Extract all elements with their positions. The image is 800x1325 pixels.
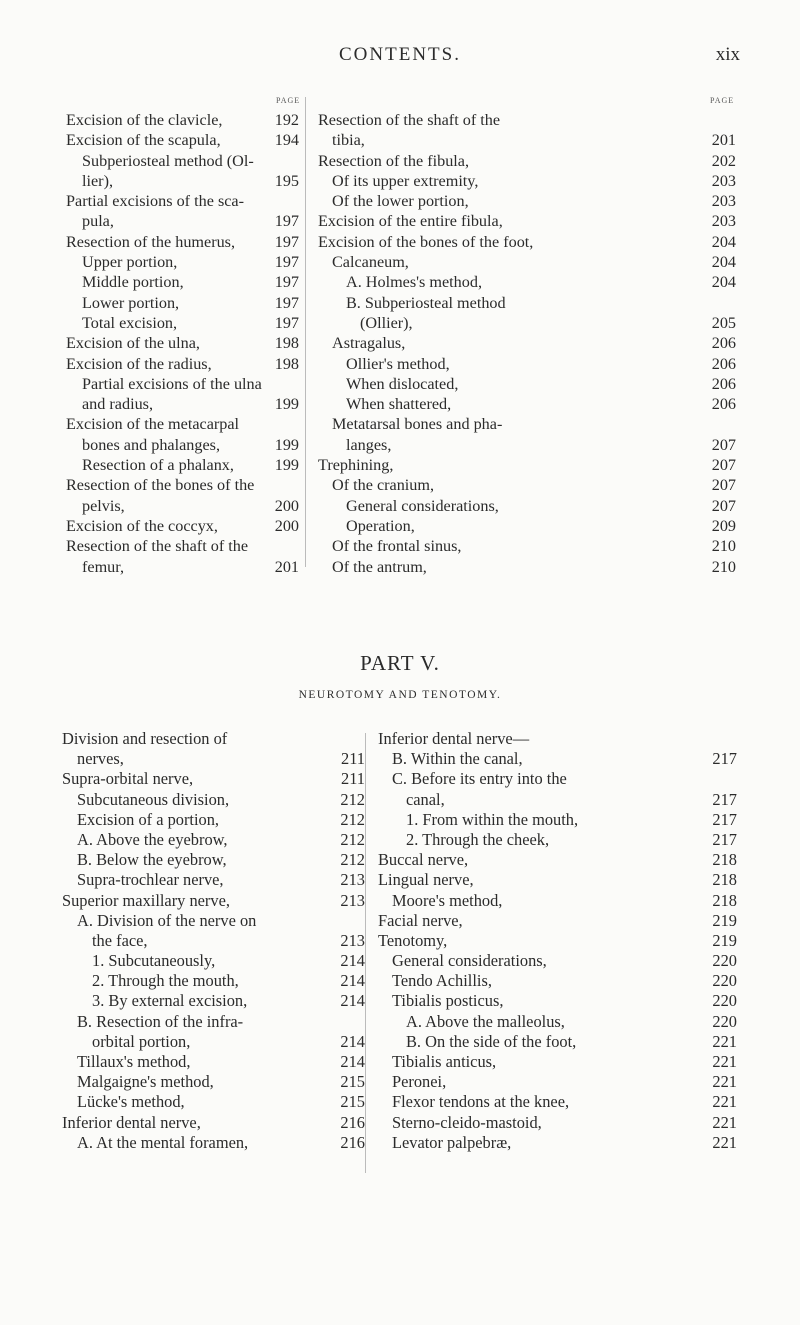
toc-entry-text: bones and phalanges, bbox=[82, 435, 221, 454]
toc-entry-page: 207 bbox=[711, 435, 736, 454]
toc-entry bbox=[66, 252, 299, 272]
toc-entry bbox=[66, 374, 299, 394]
toc-entry-text: Excision of the clavicle, bbox=[66, 111, 223, 129]
toc-entry bbox=[62, 1072, 365, 1092]
toc-entry bbox=[62, 931, 365, 951]
toc-entry-text: Partial excisions of the ulna bbox=[82, 374, 262, 393]
toc-entry bbox=[66, 333, 299, 353]
toc-entry-page: 217 bbox=[712, 809, 737, 829]
toc-entry-text: B. Below the eyebrow, bbox=[77, 850, 227, 870]
toc-entry bbox=[318, 516, 736, 536]
toc-entry-page: 216 bbox=[340, 1112, 365, 1132]
toc-entry bbox=[378, 1032, 737, 1052]
toc-entry bbox=[378, 991, 737, 1011]
toc-entry-page: 200 bbox=[274, 496, 299, 515]
toc-entry-text: tibia, bbox=[332, 131, 365, 150]
toc-entry bbox=[318, 110, 736, 130]
toc-entry-text: Total excision, bbox=[82, 313, 178, 332]
page-number: xix bbox=[715, 44, 740, 65]
toc-entry bbox=[318, 313, 736, 333]
toc-entry bbox=[66, 151, 299, 171]
toc-entry-page: 217 bbox=[712, 789, 737, 809]
toc-entry-page: 218 bbox=[712, 850, 737, 870]
toc-column-top-left bbox=[66, 110, 299, 577]
toc-entry-text: Middle portion, bbox=[82, 273, 184, 292]
toc-entry-text: Excision of a portion, bbox=[77, 809, 220, 829]
toc-entry bbox=[378, 1113, 737, 1133]
toc-entry-text: A. At the mental foramen, bbox=[77, 1132, 249, 1152]
toc-entry-text: Facial nerve, bbox=[378, 910, 463, 930]
toc-entry-text: 2. Through the cheek, bbox=[406, 829, 550, 849]
toc-entry-text: When shattered, bbox=[346, 395, 452, 414]
toc-entry bbox=[66, 455, 299, 475]
toc-entry bbox=[378, 1072, 737, 1092]
toc-entry-text: Calcaneum, bbox=[332, 253, 409, 272]
toc-entry bbox=[62, 810, 365, 830]
toc-entry-page: 214 bbox=[340, 971, 365, 991]
toc-entry bbox=[378, 1052, 737, 1072]
toc-entry-page: 202 bbox=[711, 151, 736, 170]
toc-entry-text: Tibialis anticus, bbox=[392, 1052, 497, 1071]
toc-entry-page: 197 bbox=[274, 232, 299, 251]
toc-entry-text: Excision of the ulna, bbox=[66, 334, 200, 353]
toc-entry-text: C. Before its entry into the bbox=[392, 769, 567, 789]
toc-entry bbox=[62, 830, 365, 850]
toc-entry-text: Tenotomy, bbox=[378, 930, 448, 950]
toc-entry-page: 204 bbox=[711, 232, 736, 251]
toc-entry bbox=[318, 272, 736, 292]
toc-entry-text: Metatarsal bones and pha- bbox=[332, 415, 503, 434]
toc-entry-text: 1. Subcutaneously, bbox=[92, 951, 216, 971]
toc-entry-page: 209 bbox=[711, 516, 736, 535]
toc-column-bottom-right bbox=[378, 729, 737, 1153]
toc-entry-page: 211 bbox=[341, 769, 365, 789]
toc-entry-text: Operation, bbox=[346, 516, 415, 535]
toc-entry-page: 220 bbox=[712, 1011, 737, 1031]
toc-entry-page: 219 bbox=[712, 910, 737, 930]
column-divider-bottom bbox=[365, 733, 366, 1173]
toc-entry-text: Buccal nerve, bbox=[378, 850, 469, 870]
toc-entry bbox=[66, 313, 299, 333]
toc-entry-page: 201 bbox=[274, 557, 299, 576]
toc-entry-text: Excision of the bones of the foot, bbox=[318, 232, 534, 251]
toc-entry-text: Tillaux's method, bbox=[77, 1052, 191, 1071]
toc-entry bbox=[66, 394, 299, 414]
toc-entry bbox=[66, 475, 299, 495]
toc-entry bbox=[318, 354, 736, 374]
toc-entry-text: Supra-trochlear nerve, bbox=[77, 870, 224, 890]
toc-entry-page: 212 bbox=[340, 809, 365, 829]
toc-entry bbox=[378, 830, 737, 850]
toc-entry-text: Superior maxillary nerve, bbox=[62, 890, 230, 910]
toc-entry-page: 207 bbox=[711, 496, 736, 515]
toc-entry-text: Ollier's method, bbox=[346, 354, 450, 373]
toc-entry bbox=[62, 1052, 365, 1072]
toc-entry bbox=[62, 971, 365, 991]
toc-entry-page: 207 bbox=[711, 476, 736, 495]
toc-entry-text: lier), bbox=[82, 171, 114, 190]
toc-entry-text: Sterno-cleido-mastoid, bbox=[392, 1112, 542, 1132]
toc-entry bbox=[66, 496, 299, 516]
toc-entry-page: 214 bbox=[340, 1052, 365, 1071]
toc-entry bbox=[66, 171, 299, 191]
toc-entry-page: 204 bbox=[711, 253, 736, 272]
toc-entry-page: 192 bbox=[274, 111, 299, 129]
toc-entry bbox=[66, 211, 299, 231]
toc-entry-page: 221 bbox=[712, 1031, 737, 1051]
toc-entry bbox=[378, 1133, 737, 1153]
toc-entry bbox=[62, 790, 365, 810]
toc-entry-text: Supra-orbital nerve, bbox=[62, 769, 194, 789]
toc-entry-page: 204 bbox=[711, 273, 736, 292]
toc-entry bbox=[62, 769, 365, 789]
toc-entry-text: Subcutaneous division, bbox=[77, 789, 230, 809]
toc-entry-text: Resection of the shaft of the bbox=[66, 537, 249, 556]
toc-entry-text: Resection of a phalanx, bbox=[82, 456, 234, 475]
toc-entry-text: Of the antrum, bbox=[332, 557, 427, 576]
toc-entry-page: 215 bbox=[340, 1092, 365, 1112]
toc-entry-text: When dislocated, bbox=[346, 374, 459, 393]
toc-entry bbox=[66, 435, 299, 455]
toc-entry-page: 220 bbox=[712, 971, 737, 991]
toc-entry-text: Excision of the metacarpal bbox=[66, 415, 240, 434]
toc-entry-page: 212 bbox=[340, 850, 365, 870]
toc-entry-page: 218 bbox=[712, 870, 737, 890]
toc-entry-page: 198 bbox=[274, 354, 299, 373]
toc-entry bbox=[318, 557, 736, 577]
toc-entry-text: and radius, bbox=[82, 395, 154, 414]
toc-entry bbox=[378, 870, 737, 890]
toc-entry bbox=[318, 455, 736, 475]
toc-entry bbox=[62, 1012, 365, 1032]
toc-entry-page: 206 bbox=[711, 354, 736, 373]
page-column-label-left: PAGE bbox=[276, 96, 301, 105]
toc-entry-page: 214 bbox=[340, 1031, 365, 1051]
toc-entry-text: Tibialis posticus, bbox=[392, 991, 504, 1011]
toc-entry-page: 213 bbox=[340, 890, 365, 910]
toc-column-top-right bbox=[318, 110, 736, 577]
toc-entry bbox=[62, 991, 365, 1011]
toc-entry-text: A. Holmes's method, bbox=[346, 273, 483, 292]
toc-entry bbox=[62, 1032, 365, 1052]
toc-entry-page: 194 bbox=[274, 131, 299, 150]
toc-entry-text: Resection of the bones of the bbox=[66, 476, 255, 495]
toc-entry bbox=[62, 870, 365, 890]
toc-entry-text: Astragalus, bbox=[332, 334, 406, 353]
toc-entry bbox=[318, 414, 736, 434]
toc-entry-text: Lingual nerve, bbox=[378, 870, 474, 890]
toc-entry bbox=[62, 749, 365, 769]
toc-entry-text: Resection of the shaft of the bbox=[318, 111, 501, 129]
toc-entry-text: Excision of the coccyx, bbox=[66, 516, 218, 535]
toc-entry-page: 198 bbox=[274, 334, 299, 353]
toc-entry-page: 213 bbox=[340, 930, 365, 950]
toc-entry-text: B. On the side of the foot, bbox=[406, 1031, 577, 1051]
toc-entry-text: A. Above the eyebrow, bbox=[77, 829, 228, 849]
part-title: PART V. bbox=[360, 651, 440, 675]
toc-entry-page: 210 bbox=[711, 557, 736, 576]
toc-entry-text: Division and resection of bbox=[62, 729, 228, 748]
toc-entry-text: nerves, bbox=[77, 749, 124, 769]
toc-entry-page: 211 bbox=[341, 749, 365, 769]
column-divider-top bbox=[305, 97, 306, 567]
toc-entry-text: Excision of the scapula, bbox=[66, 131, 221, 150]
toc-entry bbox=[318, 496, 736, 516]
toc-entry bbox=[318, 191, 736, 211]
toc-entry bbox=[378, 931, 737, 951]
toc-entry bbox=[378, 1092, 737, 1112]
toc-entry bbox=[378, 810, 737, 830]
toc-entry-text: Moore's method, bbox=[392, 890, 503, 910]
toc-entry bbox=[318, 475, 736, 495]
toc-entry-page: 214 bbox=[340, 951, 365, 971]
toc-entry-page: 207 bbox=[711, 456, 736, 475]
toc-entry-page: 203 bbox=[711, 171, 736, 190]
toc-entry-page: 212 bbox=[340, 829, 365, 849]
toc-entry-page: 199 bbox=[274, 456, 299, 475]
toc-entry-page: 217 bbox=[712, 829, 737, 849]
toc-entry-page: 220 bbox=[712, 991, 737, 1011]
toc-entry-text: Upper portion, bbox=[82, 253, 178, 272]
toc-entry-page: 214 bbox=[340, 991, 365, 1011]
toc-entry-text: Levator palpebræ, bbox=[392, 1132, 512, 1152]
toc-entry bbox=[66, 191, 299, 211]
toc-entry-page: 215 bbox=[340, 1072, 365, 1092]
toc-entry-page: 220 bbox=[712, 951, 737, 971]
toc-entry bbox=[318, 252, 736, 272]
toc-entry bbox=[66, 516, 299, 536]
toc-entry-page: 212 bbox=[340, 789, 365, 809]
toc-entry-text: pula, bbox=[82, 212, 114, 231]
toc-entry-page: 199 bbox=[274, 435, 299, 454]
toc-entry-page: 221 bbox=[712, 1112, 737, 1132]
toc-entry-text: A. Above the malleolus, bbox=[406, 1011, 565, 1031]
toc-entry-text: femur, bbox=[82, 557, 125, 576]
toc-entry-page: 206 bbox=[711, 395, 736, 414]
toc-entry-page: 206 bbox=[711, 374, 736, 393]
toc-entry bbox=[318, 151, 736, 171]
toc-entry-page: 203 bbox=[711, 212, 736, 231]
toc-entry bbox=[62, 951, 365, 971]
toc-entry-page: 219 bbox=[712, 930, 737, 950]
toc-entry-text: Subperiosteal method (Ol- bbox=[82, 151, 254, 170]
toc-entry-text: Partial excisions of the sca- bbox=[66, 192, 245, 211]
toc-column-bottom-left bbox=[62, 729, 365, 1153]
toc-entry-text: 3. By external excision, bbox=[92, 991, 248, 1011]
toc-entry bbox=[318, 293, 736, 313]
toc-entry-text: Of the frontal sinus, bbox=[332, 537, 462, 556]
toc-entry-text: orbital portion, bbox=[92, 1031, 191, 1051]
toc-entry-page: 221 bbox=[712, 1132, 737, 1152]
toc-entry-page: 213 bbox=[340, 870, 365, 890]
toc-entry bbox=[318, 130, 736, 150]
toc-entry bbox=[318, 333, 736, 353]
toc-entry bbox=[378, 891, 737, 911]
toc-entry-page: 221 bbox=[712, 1052, 737, 1071]
toc-entry-text: A. Division of the nerve on bbox=[77, 910, 257, 930]
toc-entry bbox=[62, 850, 365, 870]
toc-entry-text: Of the cranium, bbox=[332, 476, 435, 495]
toc-entry bbox=[378, 850, 737, 870]
toc-entry bbox=[318, 536, 736, 556]
toc-entry-page: 221 bbox=[712, 1092, 737, 1112]
toc-entry-text: Of the lower portion, bbox=[332, 192, 469, 211]
toc-entry bbox=[66, 557, 299, 577]
toc-entry bbox=[66, 536, 299, 556]
toc-entry-page: 197 bbox=[274, 253, 299, 272]
toc-entry-text: General considerations, bbox=[346, 496, 499, 515]
toc-entry-text: langes, bbox=[346, 435, 392, 454]
toc-entry bbox=[378, 790, 737, 810]
toc-entry-text: Lücke's method, bbox=[77, 1092, 185, 1112]
toc-entry bbox=[378, 769, 737, 789]
page-title: CONTENTS. bbox=[339, 44, 461, 65]
toc-entry-page: 201 bbox=[711, 131, 736, 150]
page-header bbox=[0, 44, 800, 74]
toc-entry bbox=[62, 1113, 365, 1133]
toc-entry-text: Inferior dental nerve— bbox=[378, 729, 530, 748]
toc-entry bbox=[318, 171, 736, 191]
toc-entry-text: Inferior dental nerve, bbox=[62, 1112, 201, 1132]
toc-entry-text: Excision of the entire fibula, bbox=[318, 212, 503, 231]
toc-entry-page: 210 bbox=[711, 537, 736, 556]
toc-entry-text: General considerations, bbox=[392, 951, 547, 971]
toc-entry-page: 206 bbox=[711, 334, 736, 353]
toc-entry-page: 205 bbox=[711, 313, 736, 332]
toc-entry-page: 197 bbox=[274, 212, 299, 231]
toc-entry bbox=[62, 911, 365, 931]
toc-entry-text: Resection of the humerus, bbox=[66, 232, 236, 251]
toc-entry bbox=[318, 374, 736, 394]
page-column-label-right: PAGE bbox=[710, 96, 735, 105]
toc-entry-page: 221 bbox=[712, 1072, 737, 1092]
toc-entry bbox=[378, 951, 737, 971]
toc-entry-page: 195 bbox=[274, 171, 299, 190]
toc-entry-page: 217 bbox=[712, 749, 737, 769]
toc-entry-text: 1. From within the mouth, bbox=[406, 809, 579, 829]
part-subtitle: NEUROTOMY AND TENOTOMY. bbox=[298, 689, 502, 701]
toc-entry bbox=[62, 729, 365, 749]
toc-entry bbox=[62, 1092, 365, 1112]
toc-entry-page: 199 bbox=[274, 395, 299, 414]
toc-entry-text: the face, bbox=[92, 930, 148, 950]
toc-entry-text: Trephining, bbox=[318, 456, 394, 475]
toc-entry-text: pelvis, bbox=[82, 496, 125, 515]
toc-entry-page: 197 bbox=[274, 293, 299, 312]
toc-entry-page: 203 bbox=[711, 192, 736, 211]
toc-entry bbox=[62, 1133, 365, 1153]
toc-entry-text: canal, bbox=[406, 789, 445, 809]
toc-entry-text: (Ollier), bbox=[360, 313, 413, 332]
toc-entry-text: Tendo Achillis, bbox=[392, 971, 492, 991]
toc-entry bbox=[66, 232, 299, 252]
toc-entry-page: 197 bbox=[274, 273, 299, 292]
toc-entry bbox=[66, 354, 299, 374]
toc-entry-text: B. Within the canal, bbox=[392, 749, 523, 769]
toc-entry bbox=[378, 749, 737, 769]
toc-entry-text: 2. Through the mouth, bbox=[92, 971, 239, 991]
toc-entry-text: Flexor tendons at the knee, bbox=[392, 1092, 570, 1112]
toc-entry-page: 218 bbox=[712, 890, 737, 910]
toc-entry bbox=[66, 130, 299, 150]
toc-entry bbox=[378, 911, 737, 931]
toc-entry-page: 200 bbox=[274, 516, 299, 535]
toc-entry bbox=[318, 211, 736, 231]
toc-entry-text: B. Resection of the infra- bbox=[77, 1011, 244, 1031]
toc-entry-page: 197 bbox=[274, 313, 299, 332]
toc-entry bbox=[318, 232, 736, 252]
toc-entry bbox=[318, 435, 736, 455]
toc-entry bbox=[66, 110, 299, 130]
toc-entry bbox=[378, 971, 737, 991]
toc-entry-text: B. Subperiosteal method bbox=[346, 293, 506, 312]
toc-entry-text: Lower portion, bbox=[82, 293, 180, 312]
toc-entry bbox=[318, 394, 736, 414]
toc-entry-text: Malgaigne's method, bbox=[77, 1072, 214, 1092]
toc-entry bbox=[66, 272, 299, 292]
toc-entry-text: Of its upper extremity, bbox=[332, 171, 479, 190]
toc-entry-text: Peronei, bbox=[392, 1072, 447, 1092]
toc-entry bbox=[66, 414, 299, 434]
toc-entry-text: Excision of the radius, bbox=[66, 354, 212, 373]
toc-entry bbox=[378, 729, 737, 749]
toc-entry bbox=[66, 293, 299, 313]
toc-entry bbox=[378, 1012, 737, 1032]
toc-entry-page: 216 bbox=[340, 1132, 365, 1152]
toc-entry bbox=[62, 891, 365, 911]
toc-entry-text: Resection of the fibula, bbox=[318, 151, 470, 170]
